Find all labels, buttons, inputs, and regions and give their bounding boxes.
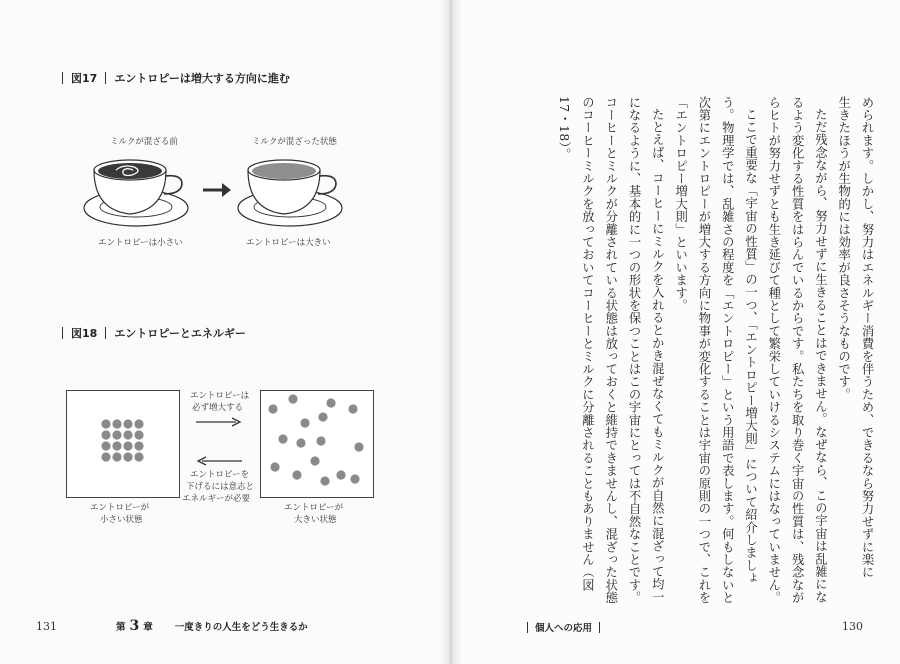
high-entropy-caption-1: エントロピーが <box>284 503 344 513</box>
backward-arrow-icon <box>194 455 244 467</box>
high-entropy-box <box>260 390 374 498</box>
high-entropy-caption-2: 大きい状態 <box>294 515 337 525</box>
paragraph-4: たとえば、コーヒーにミルクを入れるとかき混ぜなくてもミルクが自然に混ざって均一になるように、基本的に一つの形状を保つことはこの宇宙にとっては不自然なことです。コーヒーとミルクが分離されている状態は放っておくと維持できませんし、混ざった状態のコーヒーミルクを放っておいてコーヒーとミルクに分離されることもありません（図17・18）。 <box>557 96 665 604</box>
chapter-running-head <box>116 618 308 634</box>
coffee-cup-after-icon <box>232 150 352 232</box>
figure17-number: 図17 <box>71 72 98 85</box>
figure18-number: 図18 <box>71 327 98 340</box>
figure17-before-label: ミルクが混ざる前 <box>110 137 178 147</box>
section-title: 個人への応用 <box>535 623 593 634</box>
forward-arrow-text-1: エントロピーは <box>190 391 250 401</box>
backward-arrow-text-3: エネルギーが必要 <box>182 494 251 504</box>
paragraph-2: ただ残念ながら、努力せずに生きることはできません。なぜなら、この宇宙は乱雑になるよう変化する性質をはらんでいるからです。私たちを取り巻く宇宙の性質は、残念ながらヒトが努力せずとも生き延びて種として繁栄していけるシステムにはなっていません。 <box>766 96 828 604</box>
section-running-head <box>520 620 607 634</box>
arrow-right-icon <box>200 180 234 200</box>
low-entropy-caption-2: 小さい状態 <box>100 515 143 525</box>
left-page-number: 131 <box>36 620 57 633</box>
backward-arrow-text-2: 下げるには意志と <box>186 482 255 492</box>
paragraph-3: ここで重要な「宇宙の性質」の一つ、「エントロピー増大則」について紹介しましょう。物理学では、乱雑さの程度を「エントロピー」という用語で表します。何もしないと次第にエントロピーが増大する方向に物事が変化することは宇宙の原則の一つで、これを「エントロピー増大則」といいます。 <box>673 96 758 604</box>
ordered-dots <box>67 391 179 497</box>
paragraph-1: 生きたほうが生物的には効率が良さそうなものです。 <box>836 96 851 401</box>
figure17-after-label: ミルクが混ざった状態 <box>252 137 337 147</box>
chapter-title: 一度きりの人生をどう生きるか <box>174 622 308 633</box>
book-gutter <box>440 0 462 664</box>
figure17-heading <box>62 70 290 86</box>
figure17-title: エントロピーは増大する方向に進む <box>114 72 290 85</box>
figure18-title: エントロピーとエネルギー <box>114 327 246 340</box>
figure18-heading <box>62 325 246 341</box>
figure17-before-caption: エントロピーは小さい <box>98 238 183 248</box>
low-entropy-caption-1: エントロピーが <box>90 503 150 513</box>
scattered-dots <box>261 391 373 497</box>
coffee-cup-before-icon <box>78 150 198 232</box>
backward-arrow-text-1: エントロピーを <box>190 470 250 480</box>
figure17-after-caption: エントロピーは大きい <box>246 238 331 248</box>
chapter-number: 3 <box>129 618 140 634</box>
chapter-suffix: 章 <box>143 622 153 633</box>
opening-line: められます。しかし、努力はエネルギー消費を伴うため、できるなら努力せずに楽に <box>860 96 874 579</box>
body-text <box>508 96 878 606</box>
forward-arrow-text-2: 必ず増大する <box>192 403 244 413</box>
forward-arrow-icon <box>194 416 244 428</box>
right-page-number: 130 <box>842 620 863 633</box>
chapter-prefix: 第 <box>116 622 126 633</box>
low-entropy-box <box>66 390 180 498</box>
